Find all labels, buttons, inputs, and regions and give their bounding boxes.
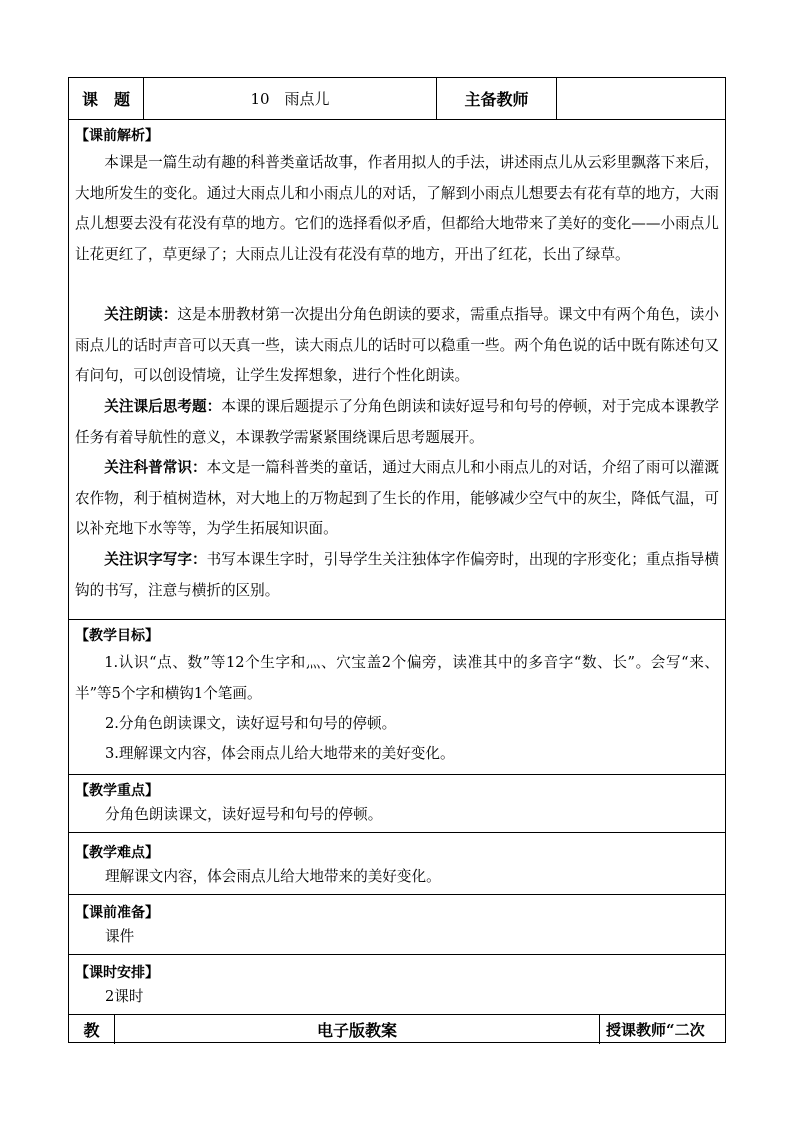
lesson-plan-table: [68, 77, 726, 1043]
key-points-title: 【教学重点】: [75, 783, 159, 799]
goals-section: [69, 620, 725, 775]
footer-col3-text: 授课教师“二次: [606, 1021, 705, 1039]
preparation-title: 【课前准备】: [75, 905, 159, 921]
key-points-section: [69, 775, 725, 833]
footer-col3: [600, 1015, 727, 1044]
schedule-text: 2课时: [105, 988, 144, 1005]
analysis-p1: 本课是一篇生动有趣的科普类童话故事，作者用拟人的手法，讲述雨点儿从云彩里飘落下来后，大地所发生的变化。通过大雨点儿和小雨点儿的对话，了解到小雨点儿想要去有花有草的地方，大雨点儿想要去没有花没有草的地方。它们的选择看似矛盾，但都给大地带来了美好的变化——小雨点儿让花更红了，草更绿了；大雨点儿让没有花没有草的地方，开出了红花，长出了绿草。: [75, 154, 719, 263]
topic-label-text: 课 题: [81, 90, 130, 109]
analysis-p5: [75, 545, 719, 606]
topic-value: [144, 78, 437, 119]
footer-col2: [115, 1015, 600, 1044]
p3-text: 本课的课后题提示了分角色朗读和读好逗号和句号的停顿，对于完成本课教学任务有着导航性的意义，本课教学需紧紧围绕课后思考题展开。: [75, 398, 719, 446]
p3-label: 关注课后思考题：: [104, 398, 222, 415]
footer-col1: [69, 1015, 115, 1044]
footer-col1-text: 教: [83, 1021, 100, 1040]
preparation-section: [69, 895, 725, 955]
goal-1: 1.认识“点、数”等12个生字和灬、穴宝盖2个偏旁，读准其中的多音字“数、长”。会写“来、半”等5个字和横钩1个笔画。: [75, 654, 719, 702]
key-points-text: 分角色朗读课文，读好逗号和句号的停顿。: [105, 806, 383, 823]
analysis-section: [69, 120, 725, 620]
schedule-section: [69, 955, 725, 1015]
difficulties-section: [69, 833, 725, 895]
footer-col2-text: 电子版教案: [316, 1021, 397, 1040]
p5-label: 关注识字写字：: [104, 551, 207, 568]
analysis-p4: [75, 453, 719, 545]
goal-3: 3.理解课文内容，体会雨点儿给大地带来的美好变化。: [105, 745, 455, 762]
preparation-text: 课件: [105, 928, 135, 945]
header-row: [69, 78, 725, 120]
difficulties-title: 【教学难点】: [75, 845, 159, 861]
p4-label: 关注科普常识：: [104, 459, 207, 476]
footer-row: [69, 1015, 725, 1044]
analysis-title: 【课前解析】: [75, 128, 159, 144]
p5-text: 书写本课生字时，引导学生关注独体字作偏旁时，出现的字形变化；重点指导横钩的书写，注意与横折的区别。: [75, 551, 719, 599]
topic-label: [69, 78, 144, 119]
teacher-label: [437, 78, 557, 119]
topic-value-text: 10 雨点儿: [250, 90, 330, 108]
goal-2: 2.分角色朗读课文，读好逗号和句号的停顿。: [105, 715, 397, 732]
difficulties-text: 理解课文内容，体会雨点儿给大地带来的美好变化。: [105, 868, 441, 885]
teacher-label-text: 主备教师: [464, 90, 529, 109]
p2-label: 关注朗读：: [104, 306, 178, 323]
goals-title: 【教学目标】: [75, 628, 159, 644]
teacher-value: [557, 78, 727, 119]
schedule-title: 【课时安排】: [75, 965, 159, 981]
analysis-p3: [75, 392, 719, 453]
p4-text: 本文是一篇科普类的童话，通过大雨点儿和小雨点儿的对话，介绍了雨可以灌溉农作物，利于植树造林，对大地上的万物起到了生长的作用，能够减少空气中的灰尘，降低气温，可以补充地下水等等，为学生拓展知识面。: [75, 459, 719, 537]
p2-text: 这是本册教材第一次提出分角色朗读的要求，需重点指导。课文中有两个角色，读小雨点儿的话时声音可以天真一些，读大雨点儿的话时可以稳重一些。两个角色说的话中既有陈述句又有问句，可以创设情境，让学生发挥想象，进行个性化朗读。: [75, 306, 719, 384]
analysis-p2: [75, 300, 719, 392]
